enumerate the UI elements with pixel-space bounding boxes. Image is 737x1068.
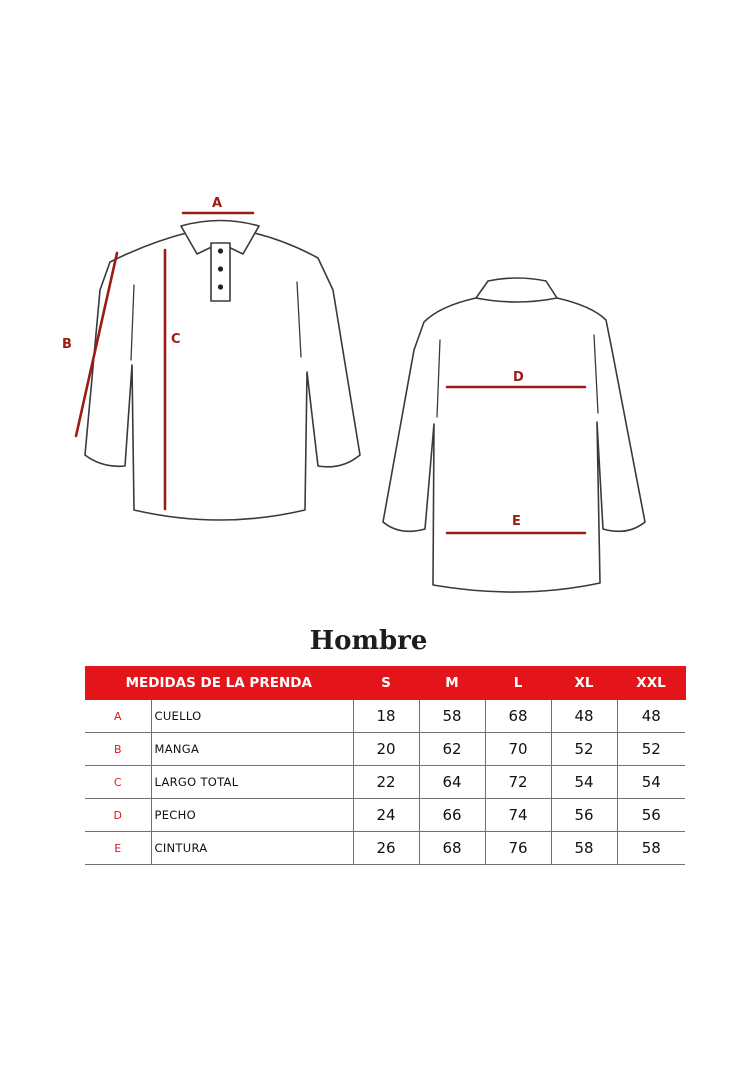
button-icon <box>218 266 223 271</box>
value-cell: 62 <box>419 733 485 766</box>
value-cell: 48 <box>617 700 685 733</box>
back-shirt <box>383 278 645 592</box>
back-collar <box>476 278 557 302</box>
value-cell: 58 <box>419 700 485 733</box>
value-cell: 70 <box>485 733 551 766</box>
header-size-s: S <box>353 666 419 700</box>
value-cell: 54 <box>551 766 617 799</box>
value-cell: 56 <box>551 799 617 832</box>
value-cell: 22 <box>353 766 419 799</box>
page-title: Hombre <box>309 626 428 656</box>
row-label: CINTURA <box>151 832 353 865</box>
value-cell: 74 <box>485 799 551 832</box>
value-cell: 54 <box>617 766 685 799</box>
header-size-xl: XL <box>551 666 617 700</box>
label-a: A <box>212 196 223 211</box>
table-row <box>85 799 685 832</box>
row-label: PECHO <box>151 799 353 832</box>
value-cell: 76 <box>485 832 551 865</box>
row-label: MANGA <box>151 733 353 766</box>
value-cell: 64 <box>419 766 485 799</box>
value-cell: 52 <box>617 733 685 766</box>
header-category: MEDIDAS DE LA PRENDA <box>85 666 353 700</box>
value-cell: 66 <box>419 799 485 832</box>
front-shirt <box>62 196 360 520</box>
table-row <box>85 700 685 733</box>
header-size-m: M <box>419 666 485 700</box>
label-e: E <box>512 514 521 529</box>
value-cell: 20 <box>353 733 419 766</box>
value-cell: 58 <box>551 832 617 865</box>
value-cell: 56 <box>617 799 685 832</box>
table-row <box>85 766 685 799</box>
value-cell: 68 <box>485 700 551 733</box>
row-code: A <box>85 700 151 733</box>
button-icon <box>218 284 223 289</box>
size-table <box>85 666 686 865</box>
table-row <box>85 733 685 766</box>
button-icon <box>218 248 223 253</box>
header-size-xxl: XXL <box>617 666 685 700</box>
header-size-l: L <box>485 666 551 700</box>
label-c: C <box>171 332 181 347</box>
row-label: CUELLO <box>151 700 353 733</box>
value-cell: 24 <box>353 799 419 832</box>
row-code: B <box>85 733 151 766</box>
value-cell: 48 <box>551 700 617 733</box>
row-code: C <box>85 766 151 799</box>
table-header-row <box>85 666 685 700</box>
table-row <box>85 832 685 865</box>
label-d: D <box>513 370 524 385</box>
row-code: D <box>85 799 151 832</box>
value-cell: 58 <box>617 832 685 865</box>
label-b: B <box>62 337 72 352</box>
value-cell: 26 <box>353 832 419 865</box>
value-cell: 18 <box>353 700 419 733</box>
value-cell: 52 <box>551 733 617 766</box>
value-cell: 72 <box>485 766 551 799</box>
row-code: E <box>85 832 151 865</box>
back-shirt-body <box>383 298 645 592</box>
row-label: LARGO TOTAL <box>151 766 353 799</box>
value-cell: 68 <box>419 832 485 865</box>
